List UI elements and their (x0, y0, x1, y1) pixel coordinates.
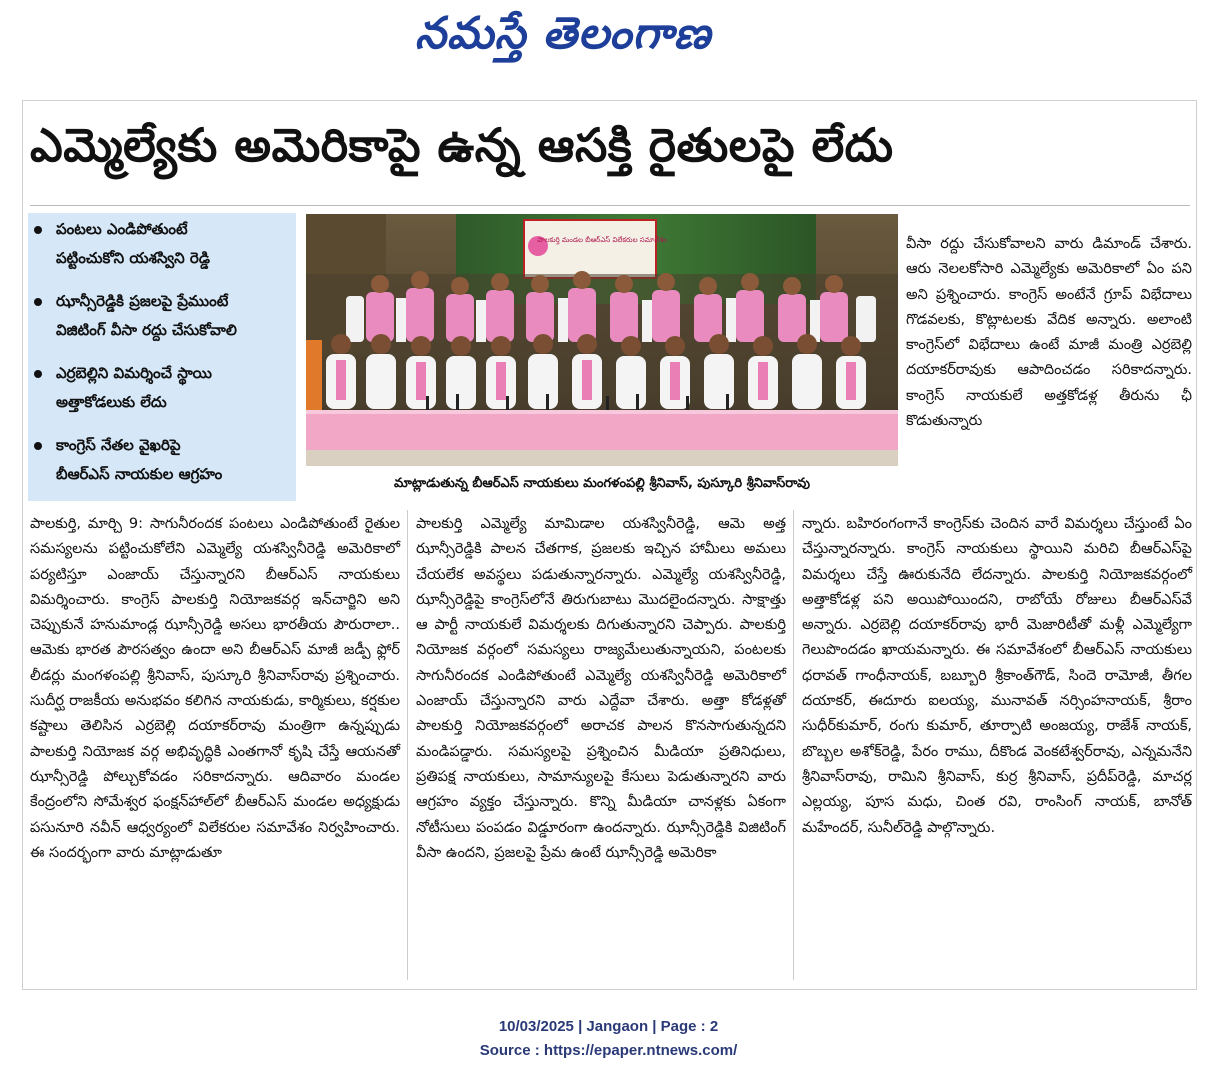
footer-source-line: Source : https://epaper.ntnews.com/ (479, 1042, 738, 1059)
article-column-1 (30, 512, 400, 980)
highlight-line: ఝాన్సీరెడ్డికి ప్రజలపై ప్రేముంటే (56, 292, 229, 310)
article-text: పాలకుర్తి ఎమ్మెల్యే మామిడాల యశస్వినీరెడ్డి, ఆమె అత్త ఝాన్సీరెడ్డికి పాలన చేతగాక, ప్రజలకు ఇచ్చిన హామీలు అమలు చేయలేక అవస్థలు పడుతున్నారన్నారు. ఎమ్మెల్యే యశస్వినీరెడ్డి, ఝాన్సీరెడ్డిపై కాంగ్రెస్‌లోనే తిరుగుబాటు మొదలైందన్నారు. సాక్షాత్తు ఆ పార్టీ నాయకులే విమర్శలకు దిగుతున్నారని చెప్పారు. పాలకుర్తి నియోజక వర్గంలో సమస్యలు రాజ్యమేలుతున్నాయని, పంటలకు సాగునీరందక ఎండిపోతుంటే ఎమ్మెల్యే యశస్వినీరెడ్డి అమెరికాలో ఎంజాయ్ చేస్తున్నారని వారు ఎద్దేవా చేశారు. అత్తా కోడళ్లతో పాలకుర్తి నియోజకవర్గంలో అరాచక పాలన కొనసాగుతున్నదని మండిపడ్డారు. సమస్యలపై ప్రశ్నించిన మీడియా ప్రతినిధులు, ప్రతిపక్ష నాయకులు, సామాన్యులపై కేసులు పెడుతున్నారని వారు ఆగ్రహం వ్యక్తం చేస్తున్నారు. కొన్ని మీడియా చానళ్లకు ఏకంగా నోటీసులు పంపడం విడ్డూరంగా ఉందన్నారు. ఝాన్సీరెడ్డికి విజిటింగ్ వీసా ఉందని, ప్రజలపై ప్రేమ ఉంటే ఝాన్సీరెడ్డి అమెరికా (416, 516, 786, 861)
article-column-right-top (906, 232, 1192, 502)
highlight-item (34, 359, 296, 417)
highlight-line: అత్తాకోడలుకు లేదు (56, 393, 167, 411)
highlight-item (34, 431, 296, 489)
highlight-line: బీఆర్ఎస్ నాయకుల ఆగ్రహం (56, 465, 223, 483)
column-divider (407, 510, 408, 980)
banner-text: పాలకుర్తి మండల బీఆర్ఎస్ విలేకరుల సమావేశం (537, 236, 667, 244)
column-divider (793, 510, 794, 980)
bullet-icon (34, 370, 42, 378)
bullet-icon (34, 298, 42, 306)
footer-date-line: 10/03/2025 | Jangaon | Page : 2 (498, 1018, 719, 1035)
highlight-line: కాంగ్రెస్ నేతల వైఖరిపై (56, 436, 181, 454)
article-column-2 (416, 512, 786, 980)
highlight-item (34, 215, 296, 273)
bullet-icon (34, 442, 42, 450)
bullet-icon (34, 226, 42, 234)
highlight-line: పంటలు ఎండిపోతుంటే (56, 220, 188, 238)
article-text: వీసా రద్దు చేసుకోవాలని వారు డిమాండ్ చేశారు. ఆరు నెలలకోసారి ఎమ్మెల్యేకు అమెరికాలో ఏం పని అని ప్రశ్నించారు. కాంగ్రెస్ అంటేనే గ్రూప్ విభేదాలు గొడవలకు, కొట్లాటలకు వేదిక అన్నారు. అలాంటి కాంగ్రెస్‌లో విభేదాలు ఉంటే మాజీ మంత్రి ఎర్రబెల్లి దయాకర్‌రావుకు ఆపాదించడం సరికాదన్నారు. కాంగ్రెస్ నాయకులే అత్తకోడళ్ల తీరును ఛీ కొడుతున్నారు (906, 236, 1192, 430)
highlight-line: ఎర్రబెల్లిని విమర్శించే స్థాయి (56, 364, 212, 382)
highlight-item (34, 287, 296, 345)
highlight-line: విజిటింగ్ వీసా రద్దు చేసుకోవాలి (56, 321, 237, 339)
highlights-box (28, 213, 296, 501)
article-text: పాలకుర్తి, మార్చి 9: సాగునీరందక పంటలు ఎండిపోతుంటే రైతుల సమస్యలను పట్టించుకోలేని ఎమ్మెల్యే యశస్వినీరెడ్డి అమెరికాలో పర్యటిస్తూ ఎంజాయ్ చేస్తున్నారని బీఆర్ఎస్ నాయకులు విమర్శించారు. కాంగ్రెస్ పాలకుర్తి నియోజకవర్గ ఇన్‌చార్జిని అని చెప్పుకునే హనుమాండ్ల ఝాన్సీరెడ్డి అసలు భారతీయ పౌరురాలా.. ఆమెకు భారత పౌరసత్వం ఉందా అని బీఆర్ఎస్ మాజీ జడ్పీ ఫ్లోర్ లీడర్లు మంగళంపల్లి శ్రీనివాస్, పుస్కూరి శ్రీనివాస్‌రావు ప్రశ్నించారు. సుదీర్ఘ రాజకీయ అనుభవం కలిగిన నాయకుడు, కార్మికులు, కర్షకుల కష్టాలు తెలిసిన ఎర్రబెల్లి దయాకర్‌రావు మంత్రిగా ఉన్నప్పుడు పాలకుర్తి నియోజక వర్గ అభివృద్ధికి ఎంతగానో కృషి చేస్తే ఆయనతో ఝాన్సీరెడ్డి పోల్చుకోవడం సరికాదన్నారు. ఆదివారం మండల కేంద్రంలోని సోమేశ్వర ఫంక్షన్‌హాల్‌లో బీఆర్ఎస్ మండల అధ్యక్షుడు పసునూరి నవీన్ ఆధ్వర్యంలో విలేకరుల సమావేశం నిర్వహించారు. ఈ సందర్భంగా వారు మాట్లాడుతూ (30, 516, 400, 861)
press-meet-photo (306, 214, 898, 466)
headline-divider (30, 205, 1190, 206)
highlight-line: పట్టించుకోని యశస్విని రెడ్డి (56, 249, 210, 267)
photo-caption: మాట్లాడుతున్న బీఆర్ఎస్ నాయకులు మంగళంపల్లి శ్రీనివాస్, పుస్కూరి శ్రీనివాస్‌రావు (394, 476, 810, 491)
photo-illustration (306, 214, 898, 466)
masthead (0, 0, 1217, 78)
headline: ఎమ్మెల్యేకు అమెరికాపై ఉన్న ఆసక్తి రైతులపై లేదు (30, 118, 894, 172)
article-column-3 (802, 512, 1192, 980)
article-text: న్నారు. బహిరంగంగానే కాంగ్రెస్‌కు చెందిన వారే విమర్శలు చేస్తుంటే ఏం చేస్తున్నారన్నారు. కాంగ్రెస్ నాయకులు స్థాయిని మరిచి బీఆర్ఎస్‌పై విమర్శలు చేస్తే ఊరుకునేది లేదన్నారు. పాలకుర్తి నియోజకవర్గంలో అత్తాకోడళ్ల పని అయిపోయిందని, రాబోయే రోజులు బీఆర్ఎస్‌వే అన్నారు. ఎర్రబెల్లి దయాకర్‌రావు భారీ మెజారిటీతో మళ్లీ ఎమ్మెల్యేగా గెలుపొందడం ఖాయమన్నారు. ఈ సమావేశంలో బీఆర్ఎస్ నాయకులు ధరావత్ గాంధీనాయక్, బబ్బూరి శ్రీకాంత్‌గౌడ్, సిందె రామోజీ, తీగల దయాకర్, ఈదూరు ఐలయ్య, మునావత్ నర్సింహనాయక్, శ్రీరాం సుధీర్‌కుమార్, రంగు కుమార్, తూర్పాటి అంజయ్య, రాజేశ్ నాయక్, బొబ్బల అశోక్‌రెడ్డి, పేరం రాము, దీకొండ వెంకటేశ్వర్‌రావు, ఎన్నమనేని శ్రీనివాస్‌రావు, రామిని శ్రీనివాస్, కుర్ర శ్రీనివాస్, ప్రదీప్‌రెడ్డి, మాచర్ల ఎల్లయ్య, పూస మధు, చింత రవి, రాంసింగ్ నాయక్, బానోత్ మహేందర్, సునీల్‌రెడ్డి పాల్గొన్నారు. (802, 516, 1192, 836)
masthead-logo: నమస్తే తెలంగాణ (415, 8, 712, 59)
